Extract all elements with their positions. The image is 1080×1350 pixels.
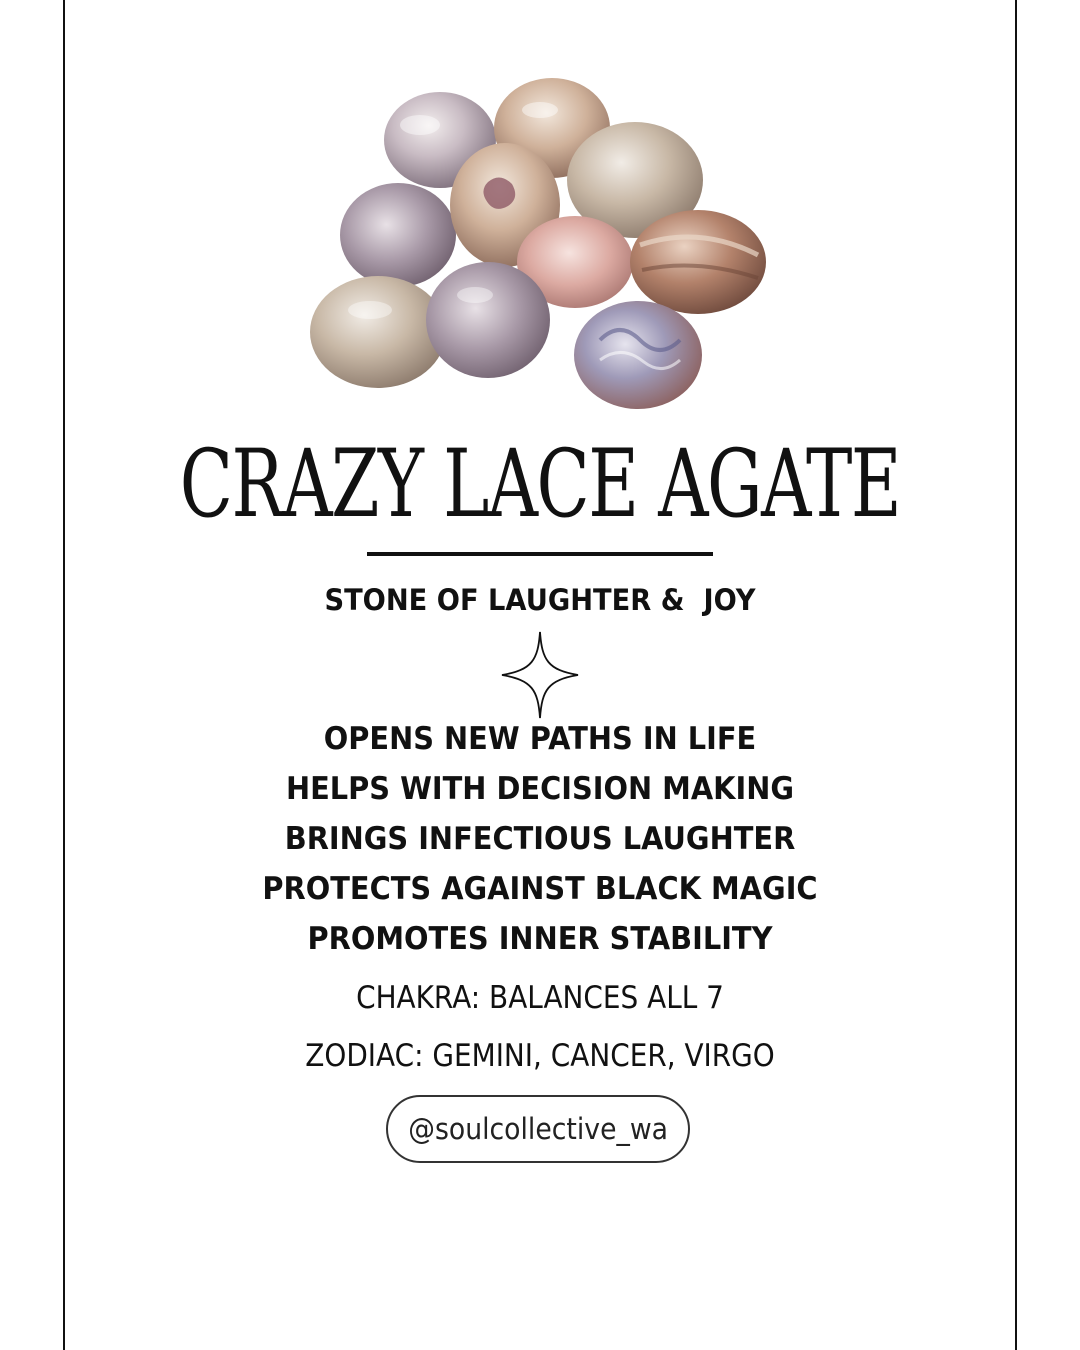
- chakra-info: CHAKRA: BALANCES ALL 7: [356, 980, 724, 1016]
- benefit-item: PROTECTS AGAINST BLACK MAGIC: [262, 871, 818, 907]
- benefit-item: HELPS WITH DECISION MAKING: [285, 771, 795, 807]
- stone-subtitle: STONE OF LAUGHTER & JOY: [324, 583, 756, 617]
- benefits-list: [0, 714, 1080, 964]
- agate-stones-image: [300, 70, 780, 420]
- right-border-line: [1015, 0, 1017, 1350]
- zodiac-info: ZODIAC: GEMINI, CANCER, VIRGO: [305, 1038, 775, 1074]
- title-divider: [367, 552, 713, 556]
- social-handle-button[interactable]: [386, 1095, 690, 1163]
- left-border-line: [63, 0, 65, 1350]
- sparkle-icon: [500, 630, 580, 720]
- benefit-item: OPENS NEW PATHS IN LIFE: [323, 721, 757, 757]
- benefit-item: PROMOTES INNER STABILITY: [307, 921, 773, 957]
- social-handle-label: @soulcollective_wa: [408, 1112, 668, 1146]
- stone-title: CRAZY LACE AGATE: [179, 430, 901, 539]
- benefit-item: BRINGS INFECTIOUS LAUGHTER: [284, 821, 796, 857]
